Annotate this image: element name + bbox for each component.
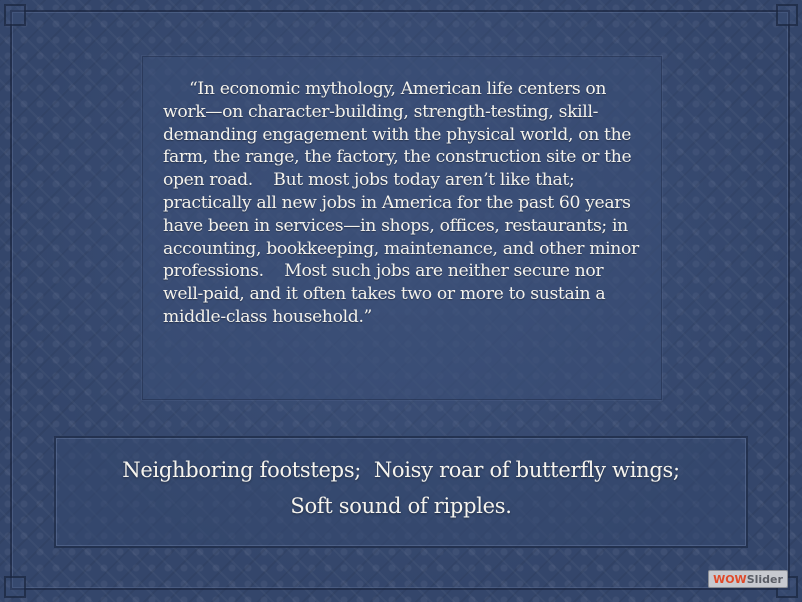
frame-corner-ornament: [776, 4, 798, 26]
wowslider-badge-part1: WOW: [713, 572, 747, 586]
caption-panel: [54, 436, 748, 548]
wowslider-badge[interactable]: [708, 570, 788, 588]
caption-line-1: Neighboring footsteps; Noisy roar of butterfly wings;: [122, 458, 680, 482]
frame-corner-ornament: [4, 576, 26, 598]
frame-corner-ornament: [4, 4, 26, 26]
wowslider-badge-part2: Slider: [746, 572, 783, 586]
caption-line-2: Soft sound of ripples.: [290, 494, 512, 518]
quote-text: “In economic mythology, American life centers on work—on character-building, strength-testing, skill-demanding engagement with the physical world, on the farm, the range, the factory, the construction site or the open road. But most jobs today aren’t like that; practically all new jobs in America for the past 60 years have been in services—in shops, offices, restaurants; in accounting, bookkeeping, maintenance, and other minor professions. Most such jobs are neither secure nor well-paid, and it often takes two or more to sustain a middle-class household.”: [163, 79, 639, 327]
